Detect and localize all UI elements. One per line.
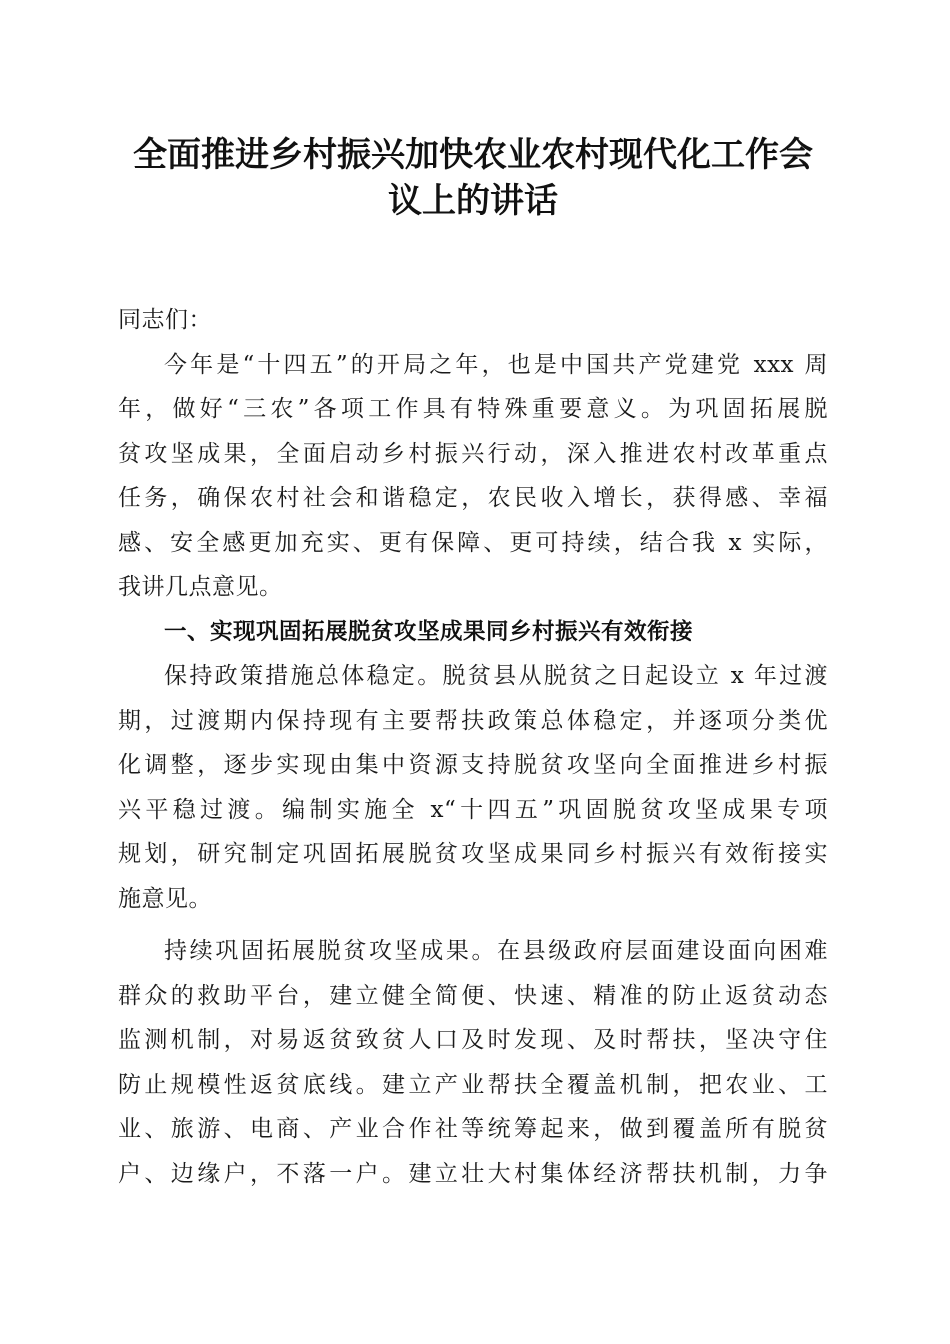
paragraph-line: 保持政策措施总体稳定。脱贫县从脱贫之日起设立 x 年过渡 [164, 663, 828, 689]
title-line-2: 议上的讲话 [388, 181, 558, 221]
paragraph-line: 贫攻坚成果，全面启动乡村振兴行动，深入推进农村改革重点 [118, 440, 828, 467]
paragraph-line: 任务，确保农村社会和谐稳定，农民收入增长，获得感、幸福 [118, 485, 828, 511]
paragraph-2 [118, 654, 828, 921]
section-heading-1: 一、实现巩固拓展脱贫攻坚成果同乡村振兴有效衔接 [164, 618, 694, 645]
document-title [118, 132, 828, 224]
paragraph-line: 今年是“十四五”的开局之年，也是中国共产党建党 xxx 周 [164, 351, 828, 378]
paragraph-gap [118, 921, 828, 929]
paragraph-line: 化调整，逐步实现由集中资源支持脱贫攻坚向全面推进乡村振 [118, 752, 828, 778]
paragraph-line: 感、安全感更加充实、更有保障、更可持续，结合我 x 实际， [118, 529, 828, 556]
paragraph-line: 施意见。 [118, 885, 212, 912]
paragraph-line: 监测机制，对易返贫致贫人口及时发现、及时帮扶，坚决守住 [118, 1027, 828, 1053]
paragraph-1 [118, 343, 828, 610]
paragraph-line: 防止规模性返贫底线。建立产业帮扶全覆盖机制，把农业、工 [118, 1071, 828, 1098]
paragraph-3 [118, 929, 828, 1196]
paragraph-line: 年，做好“三农”各项工作具有特殊重要意义。为巩固拓展脱 [118, 396, 828, 422]
paragraph-line: 规划，研究制定巩固拓展脱贫攻坚成果同乡村振兴有效衔接实 [118, 841, 828, 867]
document-page [118, 132, 828, 1196]
document-body [118, 298, 828, 1196]
paragraph-line: 群众的救助平台，建立健全简便、快速、精准的防止返贫动态 [118, 982, 828, 1009]
paragraph-line: 我讲几点意见。 [118, 574, 283, 600]
paragraph-line: 期，过渡期内保持现有主要帮扶政策总体稳定，并逐项分类优 [118, 707, 828, 734]
paragraph-line: 户、边缘户，不落一户。建立壮大村集体经济帮扶机制，力争 [118, 1160, 828, 1187]
title-line-1: 全面推进乡村振兴加快农业农村现代化工作会 [133, 135, 813, 175]
paragraph-line: 业、旅游、电商、产业合作社等统筹起来，做到覆盖所有脱贫 [118, 1116, 828, 1142]
salutation: 同志们： [118, 307, 212, 333]
paragraph-line: 持续巩固拓展脱贫攻坚成果。在县级政府层面建设面向困难 [164, 938, 828, 964]
paragraph-line: 兴平稳过渡。编制实施全 x“十四五”巩固脱贫攻坚成果专项 [118, 796, 828, 823]
